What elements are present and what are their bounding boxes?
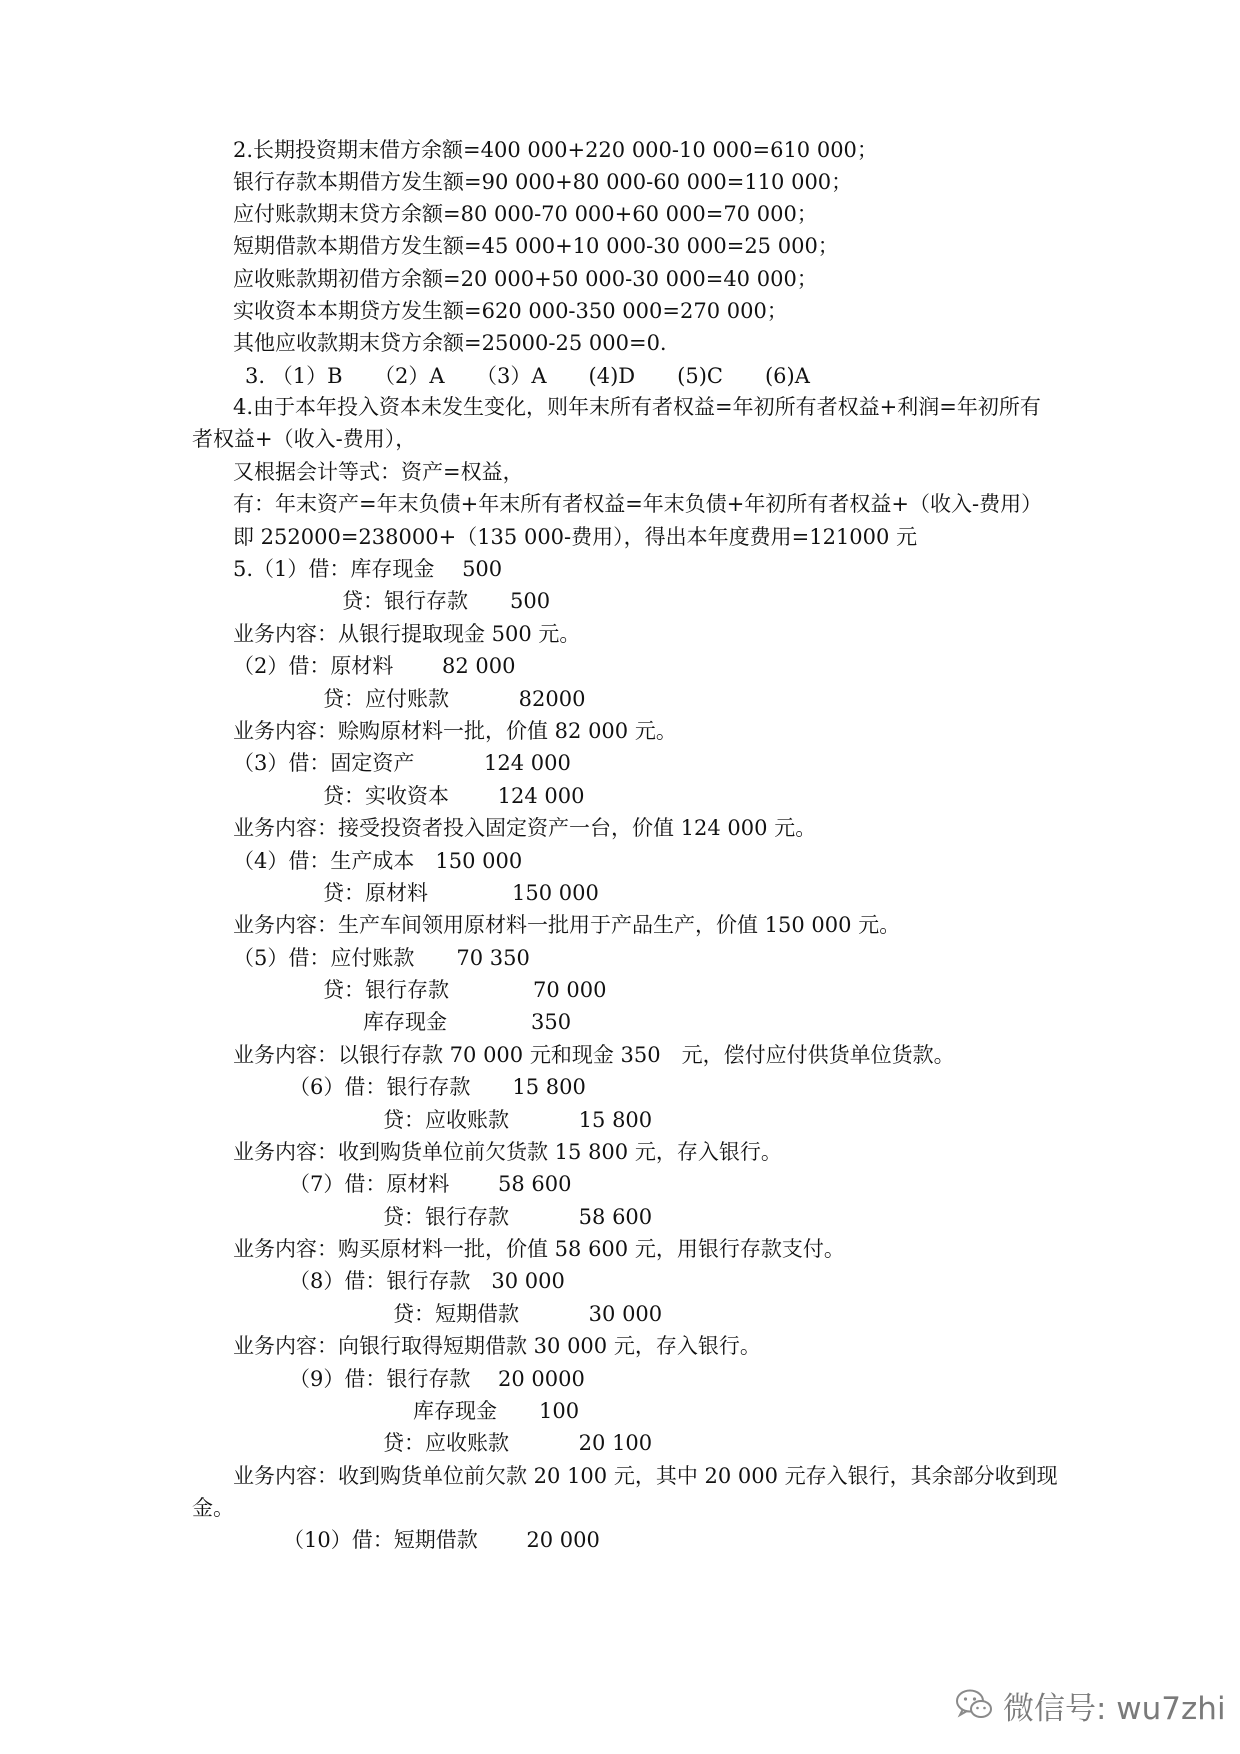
text-line: 又根据会计等式：资产=权益， [233, 460, 524, 484]
text-line: （10）借：短期借款 20 000 [283, 1528, 600, 1552]
text-line: 贷：应收账款 15 800 [383, 1108, 653, 1132]
text-line: 2.长期投资期末借方余额=400 000+220 000-10 000=610 000； [233, 138, 878, 162]
text-line: 实收资本本期贷方发生额=620 000-350 000=270 000； [233, 299, 788, 323]
text-line: （6）借：银行存款 15 800 [289, 1075, 586, 1099]
text-line: 应收账款期初借方余额=20 000+50 000-30 000=40 000； [233, 267, 818, 291]
text-line: 业务内容：生产车间领用原材料一批用于产品生产，价值 150 000 元。 [233, 913, 901, 937]
text-line: 贷：应付账款 82000 [323, 687, 586, 711]
text-line: 金。 [192, 1496, 234, 1520]
wechat-icon [955, 1688, 993, 1722]
text-line: （8）借：银行存款 30 000 [289, 1269, 565, 1293]
text-line: 短期借款本期借方发生额=45 000+10 000-30 000=25 000； [233, 234, 839, 258]
text-line: 业务内容：以银行存款 70 000 元和现金 350 元，偿付应付供货单位货款。 [233, 1043, 955, 1067]
text-line: 5.（1）借：库存现金 500 [233, 557, 503, 581]
text-line: 即 252000=238000+（135 000-费用），得出本年度费用=121000 元 [233, 525, 918, 549]
text-line: 业务内容：赊购原材料一批，价值 82 000 元。 [233, 719, 677, 743]
text-line: 贷：短期借款 30 000 [393, 1302, 663, 1326]
watermark-text: 微信号: wu7zhi [1003, 1690, 1226, 1727]
text-line: （2）借：原材料 82 000 [233, 654, 516, 678]
text-line: （5）借：应付账款 70 350 [233, 946, 530, 970]
text-line: 贷：银行存款 58 600 [383, 1205, 653, 1229]
text-line: 库存现金 350 [363, 1010, 572, 1034]
text-line: 贷：银行存款 70 000 [323, 978, 607, 1002]
text-line: （3）借：固定资产 124 000 [233, 751, 571, 775]
text-line: 业务内容：购买原材料一批，价值 58 600 元，用银行存款支付。 [233, 1237, 845, 1261]
watermark [955, 1680, 1226, 1730]
text-line: 应付账款期末贷方余额=80 000-70 000+60 000=70 000； [233, 202, 818, 226]
text-line: 3. （1）B （2）A （3）A (4)D (5)C (6)A [245, 364, 810, 388]
text-line: 贷：银行存款 500 [342, 589, 551, 613]
text-line: 4.由于本年投入资本未发生变化，则年末所有者权益=年初所有者权益+利润=年初所有 [233, 395, 1041, 419]
text-line: 其他应收款期末贷方余额=25000-25 000=0. [233, 331, 667, 355]
text-line: 贷：实收资本 124 000 [323, 784, 585, 808]
text-line: 库存现金 100 [413, 1399, 580, 1423]
text-line: 业务内容：收到购货单位前欠款 20 100 元，其中 20 000 元存入银行，其余部分收到现 [233, 1464, 1058, 1488]
text-line: （9）借：银行存款 20 0000 [289, 1367, 585, 1391]
text-line: 业务内容：从银行提取现金 500 元。 [233, 622, 581, 646]
text-line: （4）借：生产成本 150 000 [233, 849, 523, 873]
text-line: 业务内容：接受投资者投入固定资产一台，价值 124 000 元。 [233, 816, 817, 840]
text-line: （7）借：原材料 58 600 [289, 1172, 572, 1196]
text-line: 业务内容：向银行取得短期借款 30 000 元，存入银行。 [233, 1334, 761, 1358]
text-line: 者权益+（收入-费用）， [192, 427, 417, 451]
text-line: 有：年末资产=年末负债+年末所有者权益=年末负债+年初所有者权益+（收入-费用） [233, 492, 1043, 516]
text-line: 业务内容：收到购货单位前欠货款 15 800 元，存入银行。 [233, 1140, 782, 1164]
text-line: 贷：应收账款 20 100 [383, 1431, 653, 1455]
text-line: 银行存款本期借方发生额=90 000+80 000-60 000=110 000； [233, 170, 853, 194]
text-line: 贷：原材料 150 000 [323, 881, 599, 905]
